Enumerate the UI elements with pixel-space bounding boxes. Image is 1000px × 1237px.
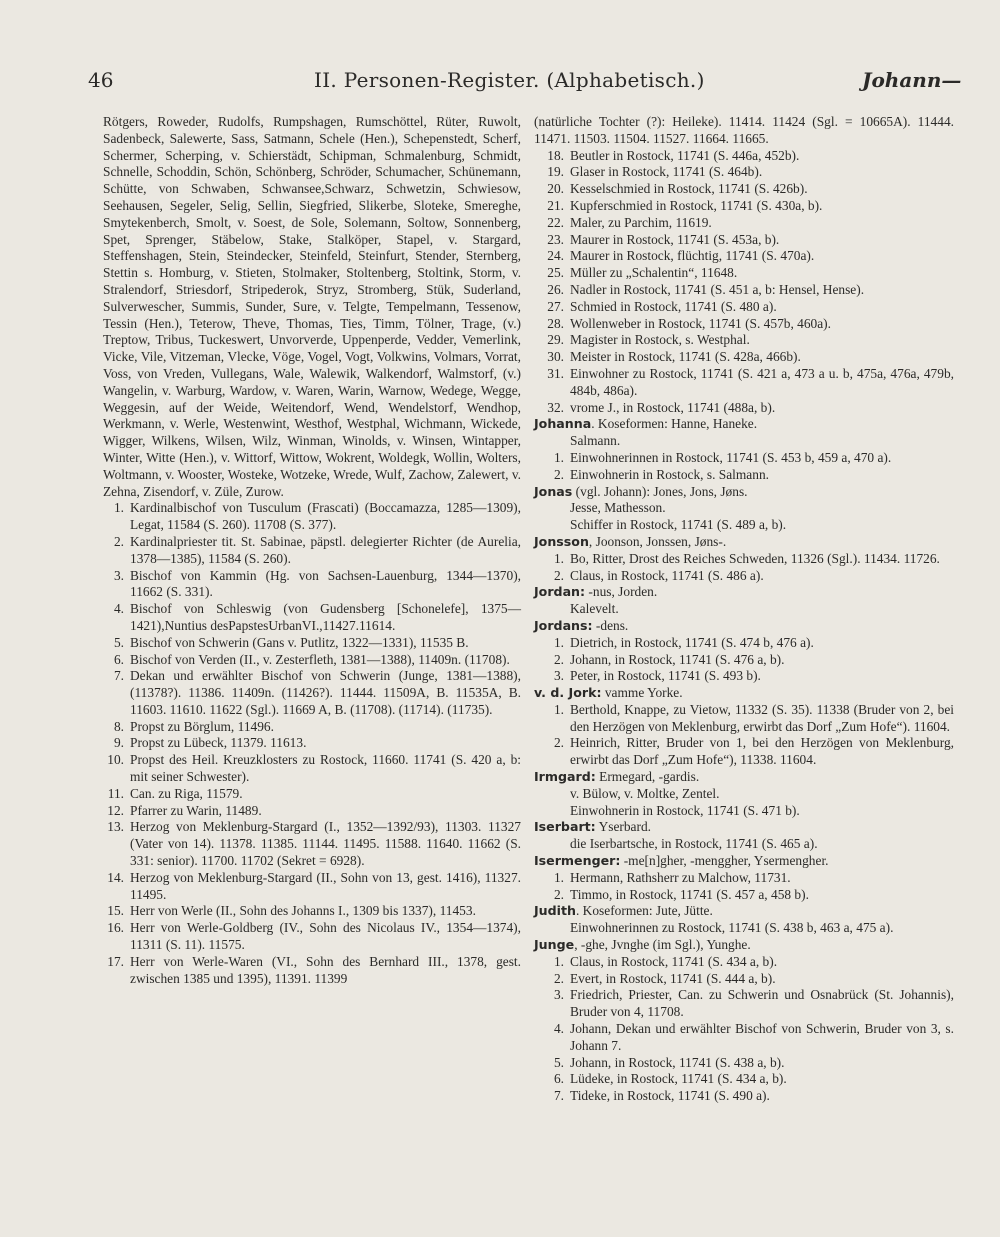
entry-text: Nadler in Rostock, 11741 (S. 451 a, b: Hensel, Hense).	[570, 281, 865, 297]
register-entry	[534, 215, 954, 232]
entry-text: Einwohner zu Rostock, 11741 (S. 421 a, 473 a u. b, 475a, 476a, 479b, 484b, 486a).	[570, 365, 954, 398]
register-entry	[103, 652, 521, 669]
entry-number: 15.	[107, 903, 124, 919]
register-entry	[534, 551, 954, 568]
entry-text: Herr von Werle-Goldberg (IV., Sohn des Nicolaus IV., 1354—1374), 11311 (S. 11). 11575.	[130, 920, 521, 953]
entry-number: 17.	[107, 953, 124, 969]
entry-number: 6.	[553, 1071, 564, 1087]
register-entry	[534, 316, 954, 333]
entry-text: Tideke, in Rostock, 11741 (S. 490 a).	[570, 1088, 770, 1104]
entry-text: Maurer in Rostock, 11741 (S. 453a, b).	[570, 231, 780, 247]
register-entry	[103, 920, 521, 954]
register-entry	[103, 752, 521, 786]
register-entry	[534, 332, 954, 349]
register-entry	[103, 735, 521, 752]
register-entry	[103, 601, 521, 635]
entry-number: 28.	[547, 315, 564, 331]
entry-number: 7.	[113, 668, 124, 684]
register-entry	[103, 568, 521, 602]
headword-variants: , -ghe, Jvnghe (im Sgl.), Yunghe.	[574, 937, 751, 953]
headword: Irmgard:	[534, 769, 596, 785]
register-entry	[103, 803, 521, 820]
headword: Jordan:	[534, 584, 586, 600]
headword: Isermenger:	[534, 853, 621, 869]
register-entry	[534, 887, 954, 904]
entry-number: 31.	[547, 365, 564, 381]
continued-entries	[534, 148, 954, 417]
register-entry	[534, 299, 954, 316]
entry-text: Pfarrer zu Warin, 11489.	[130, 802, 262, 818]
entry-number: 20.	[547, 181, 564, 197]
headword: v. d. Jork:	[534, 685, 602, 701]
entry-number: 1.	[113, 500, 124, 516]
headword-variants: -nus, Jorden.	[585, 584, 658, 600]
headword: Judith	[534, 903, 576, 919]
entry-number: 2.	[553, 886, 564, 902]
headword-line	[534, 618, 954, 635]
running-head: Johann—	[862, 68, 962, 92]
entry-number: 5.	[553, 1054, 564, 1070]
entry-number: 9.	[113, 735, 124, 751]
register-entry	[534, 450, 954, 467]
entry-number: 24.	[547, 248, 564, 264]
entry-number: 1.	[553, 953, 564, 969]
headword: Jonas	[534, 483, 573, 499]
entry-number: 5.	[113, 634, 124, 650]
entry-text: Hermann, Rathsherr zu Malchow, 11731.	[570, 869, 791, 885]
headword-line	[534, 416, 954, 433]
register-entry	[103, 870, 521, 904]
headword-line	[534, 937, 954, 954]
register-entry	[534, 702, 954, 736]
register-entry	[534, 954, 954, 971]
entry-number: 3.	[553, 987, 564, 1003]
register-entry	[534, 870, 954, 887]
entry-number: 2.	[113, 533, 124, 549]
headword-line	[534, 903, 954, 920]
entry-text: Johann, in Rostock, 11741 (S. 476 a, b).	[570, 651, 785, 667]
register-entry	[534, 987, 954, 1021]
entry-text: Herzog von Meklenburg-Stargard (I., 1352—1392/93), 11303. 11327 (Vater von 14). 11378. 11385. 11144. 11495. 11588. 11640. 11662 (S. 331: senior). 11700. 11702 (Sekret = 6928).	[130, 819, 521, 869]
entry-number: 8.	[113, 718, 124, 734]
headword: Junge	[534, 937, 575, 953]
entry-text: Bischof von Schwerin (Gans v. Putlitz, 1322—1331), 11535 B.	[130, 634, 469, 650]
headword-variants: vamme Yorke.	[601, 685, 683, 701]
register-entry	[534, 232, 954, 249]
entry-number: 3.	[113, 567, 124, 583]
entry-text: Bo, Ritter, Drost des Reiches Schweden, 11326 (Sgl.). 11434. 11726.	[570, 550, 940, 566]
register-entry	[534, 635, 954, 652]
entry-number: 2.	[553, 735, 564, 751]
entry-number: 2.	[553, 466, 564, 482]
entry-text: Lüdeke, in Rostock, 11741 (S. 434 a, b).	[570, 1071, 787, 1087]
entry-number: 19.	[547, 164, 564, 180]
entry-number: 1.	[553, 449, 564, 465]
register-entry	[534, 1021, 954, 1055]
register-entry	[103, 668, 521, 718]
entry-number: 2.	[553, 970, 564, 986]
entry-text: Herzog von Meklenburg-Stargard (II., Sohn von 13, gest. 1416), 11327. 11495.	[130, 869, 521, 902]
register-entry	[534, 349, 954, 366]
register-entry	[534, 1088, 954, 1105]
entry-number: 13.	[107, 819, 124, 835]
entry-text: Bischof von Schleswig (von Gudensberg [Schonelefe], 1375—1421),Nuntius desPapstesUrbanVI.,11427.11614.	[130, 601, 521, 633]
headword-variants: -dens.	[592, 617, 629, 633]
headword-note: v. Bülow, v. Moltke, Zentel.	[570, 785, 720, 801]
entry-text: Glaser in Rostock, 11741 (S. 464b).	[570, 164, 763, 180]
headword-note: die Iserbartsche, in Rostock, 11741 (S. 465 a).	[570, 836, 818, 852]
entry-number: 4.	[553, 1021, 564, 1037]
entry-number: 23.	[547, 231, 564, 247]
entry-number: 30.	[547, 349, 564, 365]
entry-number: 7.	[553, 1088, 564, 1104]
entry-text: Magister in Rostock, s. Westphal.	[570, 332, 750, 348]
entry-text: Propst zu Lübeck, 11379. 11613.	[130, 735, 307, 751]
headword-note: Einwohnerin in Rostock, 11741 (S. 471 b).	[570, 802, 800, 818]
entry-text: Dietrich, in Rostock, 11741 (S. 474 b, 476 a).	[570, 634, 814, 650]
entry-text: Herr von Werle (II., Sohn des Johanns I., 1309 bis 1337), 11453.	[130, 903, 476, 919]
entry-text: Einwohnerin in Rostock, s. Salmann.	[570, 466, 769, 482]
entry-text: Herr von Werle-Waren (VI., Sohn des Bernhard III., 1378, gest. zwischen 1385 und 1395), 11391. 11399	[130, 953, 521, 986]
left-column	[103, 114, 521, 987]
left-entries	[103, 500, 521, 987]
entry-number: 22.	[547, 214, 564, 230]
register-entry	[534, 198, 954, 215]
entry-text: Propst zu Börglum, 11496.	[130, 718, 274, 734]
register-entry	[534, 282, 954, 299]
headword-line	[534, 819, 954, 836]
headword: Johanna	[534, 416, 592, 432]
entry-number: 1.	[553, 634, 564, 650]
headword: Jordans:	[534, 617, 593, 633]
headword-line	[534, 534, 954, 551]
headword-note: Salmann.	[570, 433, 621, 449]
entry-text: Evert, in Rostock, 11741 (S. 444 a, b).	[570, 970, 776, 986]
entry-text: Beutler in Rostock, 11741 (S. 446a, 452b).	[570, 147, 800, 163]
entry-text: Maler, zu Parchim, 11619.	[570, 214, 712, 230]
entry-text: Meister in Rostock, 11741 (S. 428a, 466b).	[570, 349, 801, 365]
register-entry	[534, 652, 954, 669]
register-entry	[103, 635, 521, 652]
continuation-text: (natürliche Tochter (?): Heileke). 11414. 11424 (Sgl. = 10665A). 11444. 11471. 11503. 11504. 11527. 11664. 11665.	[534, 114, 954, 146]
entry-text: Can. zu Riga, 11579.	[130, 785, 243, 801]
entry-number: 6.	[113, 651, 124, 667]
entry-text: Peter, in Rostock, 11741 (S. 493 b).	[570, 668, 761, 684]
entry-number: 14.	[107, 869, 124, 885]
headword-variants: Yserbard.	[595, 819, 651, 835]
register-entry	[534, 568, 954, 585]
entry-text: Claus, in Rostock, 11741 (S. 434 a, b).	[570, 953, 778, 969]
entry-text: Wollenweber in Rostock, 11741 (S. 457b, 460a).	[570, 315, 831, 331]
entry-text: Johann, in Rostock, 11741 (S. 438 a, b).	[570, 1054, 785, 1070]
register-entry	[534, 467, 954, 484]
entry-number: 25.	[547, 265, 564, 281]
headword-line	[534, 769, 954, 786]
register-entry	[534, 971, 954, 988]
headword-variants: . Koseformen: Hanne, Haneke.	[591, 416, 758, 432]
register-entry	[534, 181, 954, 198]
entry-text: Dekan und erwählter Bischof von Schwerin (Junge, 1381—1388), (11378?). 11386. 11409n. (11426?). 11444. 11509A, B. 11535A, B. 11603. 11610. 11622 (Sgl.). 11669 A, B. (11708). (11714). (11735).	[130, 668, 521, 717]
register-entry	[534, 400, 954, 417]
headword-line	[534, 853, 954, 870]
register-entry	[534, 668, 954, 685]
register-entry	[534, 164, 954, 181]
entry-number: 4.	[113, 601, 124, 617]
headword-variants: -me[n]gher, -menggher, Ysermengher.	[620, 853, 829, 869]
headword-variants: . Koseformen: Jute, Jütte.	[575, 903, 713, 919]
register-entry	[534, 265, 954, 282]
entry-text: Heinrich, Ritter, Bruder von 1, bei den Herzögen von Meklenburg, erwirbt das Dorf „Zum Hofe“), 11338. 11604.	[570, 735, 954, 768]
page-number: 46	[88, 68, 114, 92]
entry-text: Kardinalbischof von Tusculum (Frascati) (Boccamazza, 1285—1309), Legat, 11584 (S. 260). 11708 (S. 377).	[130, 500, 521, 533]
entry-text: Berthold, Knappe, zu Vietow, 11332 (S. 35). 11338 (Bruder von 2, bei den Herzögen von Meklenburg, erwirbt das Dorf „Zum Hofe“). 11604.	[570, 701, 954, 734]
entry-text: Claus, in Rostock, 11741 (S. 486 a).	[570, 567, 764, 583]
entry-number: 3.	[553, 668, 564, 684]
register-entry	[534, 248, 954, 265]
right-column	[534, 114, 954, 1105]
headword-variants: Ermegard, -gardis.	[595, 769, 700, 785]
register-entry	[534, 735, 954, 769]
entry-number: 27.	[547, 298, 564, 314]
headword: Iserbart:	[534, 819, 596, 835]
register-entry	[103, 719, 521, 736]
entry-number: 21.	[547, 197, 564, 213]
entry-number: 1.	[553, 701, 564, 717]
register-entry	[534, 366, 954, 400]
entry-number: 2.	[553, 651, 564, 667]
headword-note: Kalevelt.	[570, 601, 619, 617]
entry-number: 32.	[547, 399, 564, 415]
entry-text: Maurer in Rostock, flüchtig, 11741 (S. 470a).	[570, 248, 815, 264]
entry-number: 16.	[107, 920, 124, 936]
page-header	[0, 66, 1000, 100]
headword-line	[534, 484, 954, 501]
headword: Jonsson	[534, 533, 589, 549]
entry-text: Kesselschmied in Rostock, 11741 (S. 426b).	[570, 181, 808, 197]
register-entry	[534, 1055, 954, 1072]
register-entry	[103, 500, 521, 534]
entry-number: 12.	[107, 802, 124, 818]
section-title: II. Personen-Register. (Alphabetisch.)	[314, 68, 705, 92]
names-paragraph: Rötgers, Roweder, Rudolfs, Rumpshagen, Rumschöttel, Rüter, Ruwolt, Sadenbeck, Salewerte, Sass, Satmann, Schele (Hen.), Schepenstedt, Scherf, Schermer, Scherping, v. Schierstädt, Schipman, Schmalenburg, Schmidt, Schnelle, Schoddin, Schön, Schönberg, Schröder, Schumacher, Schünemann, Schütte, von Schwaben, Schwansee,Schwarz, Schwetzin, Schwiesow, Seehausen, Segeler, Selig, Sellin, Siegfried, Slikerbe, Sloteke, Smereghe, Smytekenberch, Smolt, v. Soest, de Sole, Solemann, Soltow, Sonnenberg, Spet, Sprenger, Stäbelow, Stake, Stalköper, Stapel, v. Stargard, Steffenshagen, Stein, Steindecker, Steinfeld, Steinfurt, Stender, Sternberg, Stettin s. Homburg, v. Stieten, Stolmaker, Stoltenberg, Stoltink, Storm, v. Stralendorf, Striesdorf, Stripederok, Stryz, Stromberg, Stük, Suderland, Sulverwescher, Summis, Sunder, Sure, v. Telgte, Tempelmann, Tessenow, Tessin (Hen.), Teterow, Theve, Thomas, Ties, Timm, Tölner, Trage, (v.) Treptow, Tribus, Tuckeswert, Unvorverde, Uppenperde, Vedder, Vemerlink, Vicke, Vile, Vitzeman, Vlecke, Vöge, Vogel, Vogt, Volkwins, Volmars, Vorrat, Voss, von Vreden, Vullegans, Wale, Walewik, Walkendorf, Walmstorf, (v.) Wangelin, v. Warburg, Wardow, v. Waren, Warin, Warnow, Wedege, Wegge, Weggesin, auf der Weide, Weitendorf, Wend, Wendelstorf, Wendhop, Werkmann, v. Werle, Westenwint, Westhof, Westphal, Wichmann, Wickede, Wigger, Wilkens, Wilsen, Wilz, Winman, Winolds, v. Winsen, Wintapper, Winter, Witte (Hen.), v. Wittorf, Wittow, Wokrent, Woldegk, Wollin, Wolters, Woltmann, v. Wooster, Wosteke, Wotzeke, Wrede, Wulf, Zachow, Zalewert, v. Zehna, Zisendorf, v. Züle, Zurow.	[103, 114, 521, 499]
entry-text: Friedrich, Priester, Can. zu Schwerin und Osnabrück (St. Johannis), Bruder von 4, 11708.	[570, 987, 954, 1020]
entry-number: 29.	[547, 332, 564, 348]
entry-text: Einwohnerinnen in Rostock, 11741 (S. 453 b, 459 a, 470 a).	[570, 449, 892, 465]
entry-text: Propst des Heil. Kreuzklosters zu Rostock, 11660. 11741 (S. 420 a, b: mit seiner Schwester).	[130, 752, 521, 785]
headword-variants: (vgl. Johann): Jones, Jons, Jøns.	[572, 483, 748, 499]
register-entry	[534, 148, 954, 165]
register-entry	[103, 903, 521, 920]
register-entry	[103, 534, 521, 568]
headword-list	[534, 416, 954, 1105]
entry-text: Kardinalpriester tit. St. Sabinae, päpstl. delegierter Richter (de Aurelia, 1378—1385), 11584 (S. 260).	[130, 533, 521, 566]
entry-text: Schmied in Rostock, 11741 (S. 480 a).	[570, 298, 777, 314]
register-entry	[534, 1071, 954, 1088]
headword-line	[534, 584, 954, 601]
entry-number: 1.	[553, 869, 564, 885]
entry-text: Bischof von Verden (II., v. Zesterfleth, 1381—1388), 11409n. (11708).	[130, 651, 510, 667]
headword-variants: , Joonson, Jonssen, Jøns-.	[588, 533, 727, 549]
entry-number: 10.	[107, 752, 124, 768]
register-entry	[103, 786, 521, 803]
entry-number: 18.	[547, 147, 564, 163]
entry-text: Kupferschmied in Rostock, 11741 (S. 430a, b).	[570, 197, 823, 213]
headword-note: Einwohnerinnen zu Rostock, 11741 (S. 438 b, 463 a, 475 a).	[570, 920, 894, 936]
entry-text: vrome J., in Rostock, 11741 (488a, b).	[570, 399, 776, 415]
register-entry	[103, 954, 521, 988]
entry-text: Johann, Dekan und erwählter Bischof von Schwerin, Bruder von 3, s. Johann 7.	[570, 1021, 954, 1053]
headword-note: Schiffer in Rostock, 11741 (S. 489 a, b).	[570, 517, 787, 533]
entry-number: 2.	[553, 567, 564, 583]
entry-text: Bischof von Kammin (Hg. von Sachsen-Lauenburg, 1344—1370), 11662 (S. 331).	[130, 567, 521, 600]
headword-note: Jesse, Mathesson.	[570, 500, 666, 516]
entry-text: Timmo, in Rostock, 11741 (S. 457 a, 458 b).	[570, 886, 809, 902]
entry-text: Müller zu „Schalentin“, 11648.	[570, 265, 738, 281]
entry-number: 1.	[553, 550, 564, 566]
entry-number: 11.	[107, 785, 124, 801]
entry-number: 26.	[547, 281, 564, 297]
register-entry	[103, 819, 521, 869]
headword-line	[534, 685, 954, 702]
